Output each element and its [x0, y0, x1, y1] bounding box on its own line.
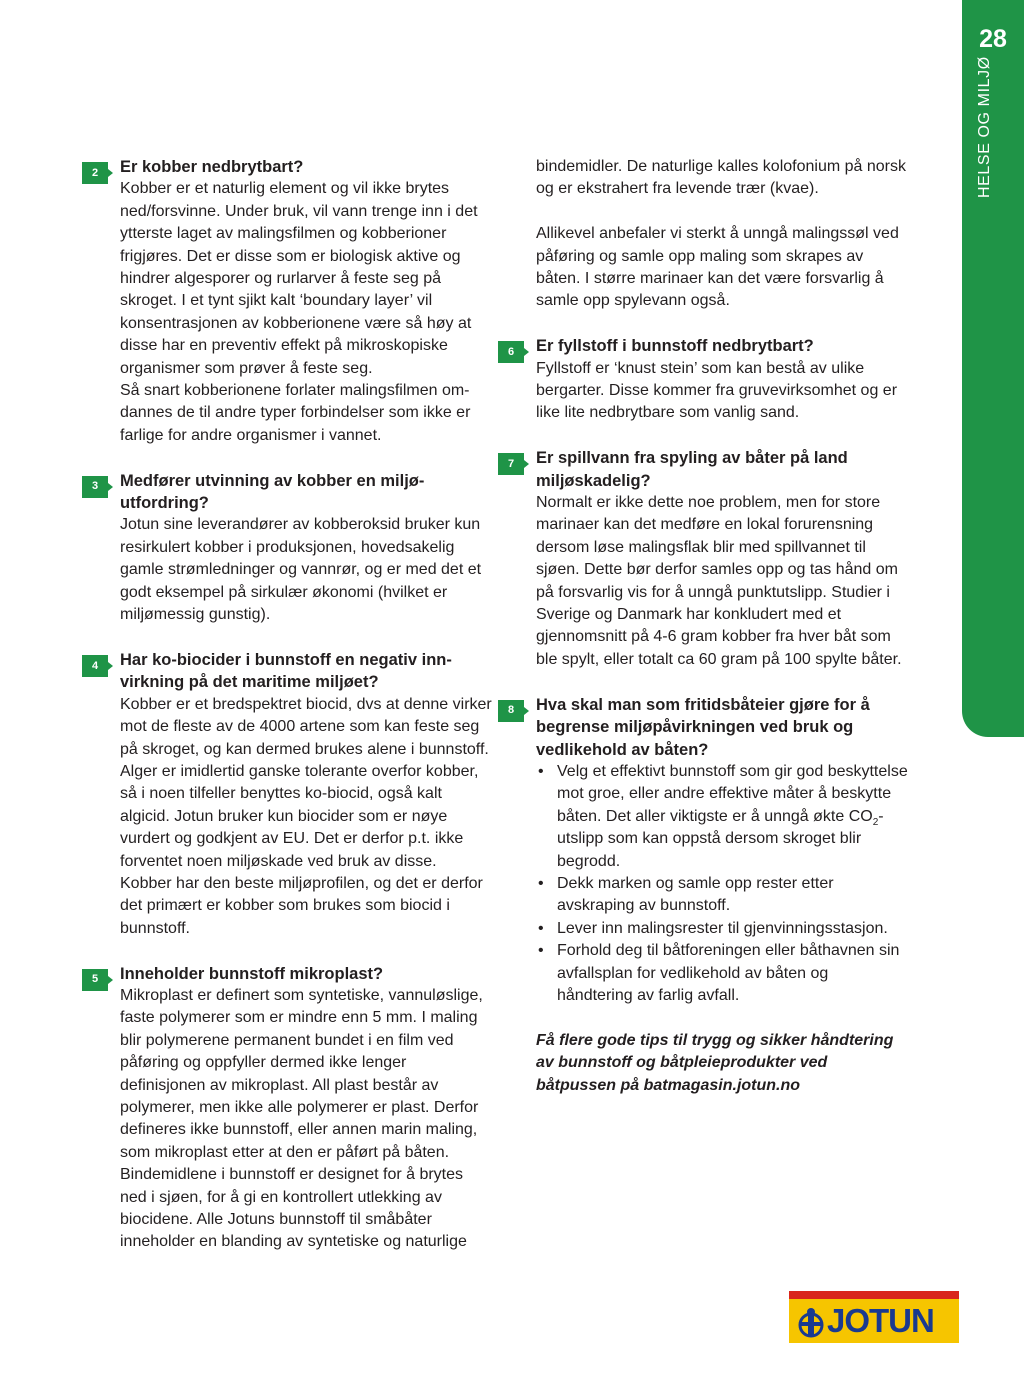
answer-paragraph: Jotun sine leverandører av kobberoksid bruker kun resirkulert kobber i produksjonen, hovedsakelig gamle strømledninger og vannrør, og er med det et godt eksempel på sirkulær økonomi (hvilket er miljømessig gunstig). [120, 516, 482, 624]
answer-paragraph: Bindemidlene i bunnstoff er designet for å brytes ned i sjøen, for å gi en kontrollert utlekking av biocidene. Alle Jotuns bunnstoff til småbåter inneholder en blanding av syntetiske og naturlige [120, 1166, 467, 1251]
sailor-figure-icon [793, 1305, 831, 1341]
left-column [91, 156, 492, 1276]
advice-paragraph: Allikevel anbefaler vi sterkt å unngå malingssøl ved påføring og samle opp maling som skrapes av båten. I større marinaer kan det være forsvarlig å samle opp spylevann også. [536, 225, 899, 310]
page-number: 28 [979, 25, 1007, 53]
answer-paragraph: Så snart kobberionene forlater malingsfilmen omdannes de til andre typer forbindelser som ikke er farlige for andre organismer i vannet. [120, 382, 471, 444]
right-column [507, 156, 908, 1097]
question-number-badge: 6 [498, 341, 524, 363]
qa-item-4 [91, 649, 492, 940]
advice-list [536, 761, 908, 1007]
answer-paragraph: Mikroplast er definert som syntetiske, vannuløslige, faste polymerer som er mindre enn 5 mm. I maling blir polymerene permanent bundet i en film ved påføring og oppfyller dermed ikke lenger definisjonen av mikroplast. All plast består av polymerer, men ikke alle polymerer er plast. Derfor defineres ikke bunnstoff, eller annen marin maling, som mikroplast etter at den er påført på båten. [120, 986, 483, 1161]
question-number-badge: 4 [82, 655, 108, 677]
question-number-badge: 3 [82, 476, 108, 498]
answer-paragraph: Kobber er et naturlig element og vil ikke brytes ned/forsvinne. Under bruk, vil vann trenge inn i det ytterste laget av malingsfilmen og kobberioner frigjøres. Det er disse som er biologisk aktive og hindrer algesporer og rurlarver å feste seg på skroget. I et tynt sjikt kalt ‘boundary layer’ vil konsentrasjonen av kobberionene være så høy at disse har en preventiv effekt på mikroskopiske organismer som prøver å feste seg. [120, 180, 478, 377]
qa-item-7 [507, 447, 908, 671]
qa-item-5 [91, 963, 492, 1254]
qa-item-6 [507, 335, 908, 425]
list-item: • Dekk marken og samle opp rester etter avskraping av bunnstoff. [536, 873, 908, 918]
question-heading: Inneholder bunnstoff mikroplast? [120, 964, 384, 983]
question-heading: Har ko-biocider i bunnstoff en negativ innvirkning på det maritime miljøet? [120, 650, 452, 692]
question-heading: Hva skal man som fritidsbåteier gjøre for å begrense miljøpåvirkningen ved bruk og vedlikehold av båten? [536, 695, 870, 759]
question-heading: Er spillvann fra spyling av båter på land miljøskadelig? [536, 449, 848, 490]
question-heading: Medfører utvinning av kobber en miljøutfordring? [120, 471, 425, 513]
qa-item-3 [91, 470, 492, 627]
question-number-badge: 7 [498, 453, 524, 475]
question-number-badge: 2 [82, 162, 108, 184]
question-number-badge: 5 [82, 969, 108, 991]
answer-paragraph: Fyllstoff er ‘knust stein’ som kan bestå av ulike bergarter. Disse kommer fra gruvevirksomhet og er like lite nedbrytbare som vanlig sand. [536, 359, 898, 422]
list-item: • Velg et effektivt bunnstoff som gir god beskyttelse mot groe, eller andre effektive måter å beskytte båten. Det aller viktigste er å unngå økte $CO_2$-utslipp som kan oppstå dersom skroget blir begrodd. [536, 761, 908, 873]
question-heading: Er kobber nedbrytbart? [120, 158, 304, 176]
logo-wordmark: JOTUN [827, 1302, 934, 1339]
closing-tip: Få flere gode tips til trygg og sikker håndtering av bunnstoff og båtpleieprodukter ved båtpussen på batmagasin.jotun.no [536, 1031, 894, 1094]
subscript: 2 [872, 816, 879, 828]
question-number-badge: 8 [498, 700, 524, 722]
list-item: • Forhold deg til båtforeningen eller båthavnen sin avfallsplan for vedlikehold av båten og håndtering av farlig avfall. [536, 940, 908, 1007]
answer-paragraph: Kobber er et bredspektret biocid, dvs at denne virker mot de fleste av de 4000 artene som kan feste seg på skroget, og kan dermed brukes alene i bunnstoff. Alger er imidlertid ganske tolerante overfor kobber, så i noen tilfeller benyttes ko-biocid, også kalt algicid. Jotun bruker kun biocider som er nøye vurdert og godkjent av EU. Det er derfor p.t. ikke forventet noen miljøskade ved bruk av disse. Kobber har den beste miljøprofilen, og det er derfor det primært er kobber som brukes som biocid i bunnstoff. [120, 695, 492, 937]
jotun-logo [789, 1291, 959, 1343]
qa-item-2 [91, 156, 492, 447]
section-label: HELSE OG MILJØ [976, 56, 993, 198]
question-heading: Er fyllstoff i bunnstoff nedbrytbart? [536, 337, 814, 356]
list-item: • Lever inn malingsrester til gjenvinningsstasjon. [536, 918, 908, 940]
logo-red-stripe [789, 1291, 959, 1299]
qa-item-8 [507, 694, 908, 1008]
continued-paragraph: bindemidler. De naturlige kalles kolofonium på norsk og er ekstrahert fra levende trær (kvae). [536, 158, 906, 198]
answer-paragraph: Normalt er ikke dette noe problem, men for store marinaer kan det medføre en lokal forurensning dersom løse malingsflak blir med spillvannet til sjøen. Dette bør derfor samles opp og tas hånd om på forsvarlig vis for å unngå punktutslipp. Studier i Sverige og Danmark har konkludert med et gjennomsnitt på 4-6 gram kobber fra hver båt som ble spylt, eller totalt ca 60 gram på 100 spylte båter. [536, 494, 902, 668]
